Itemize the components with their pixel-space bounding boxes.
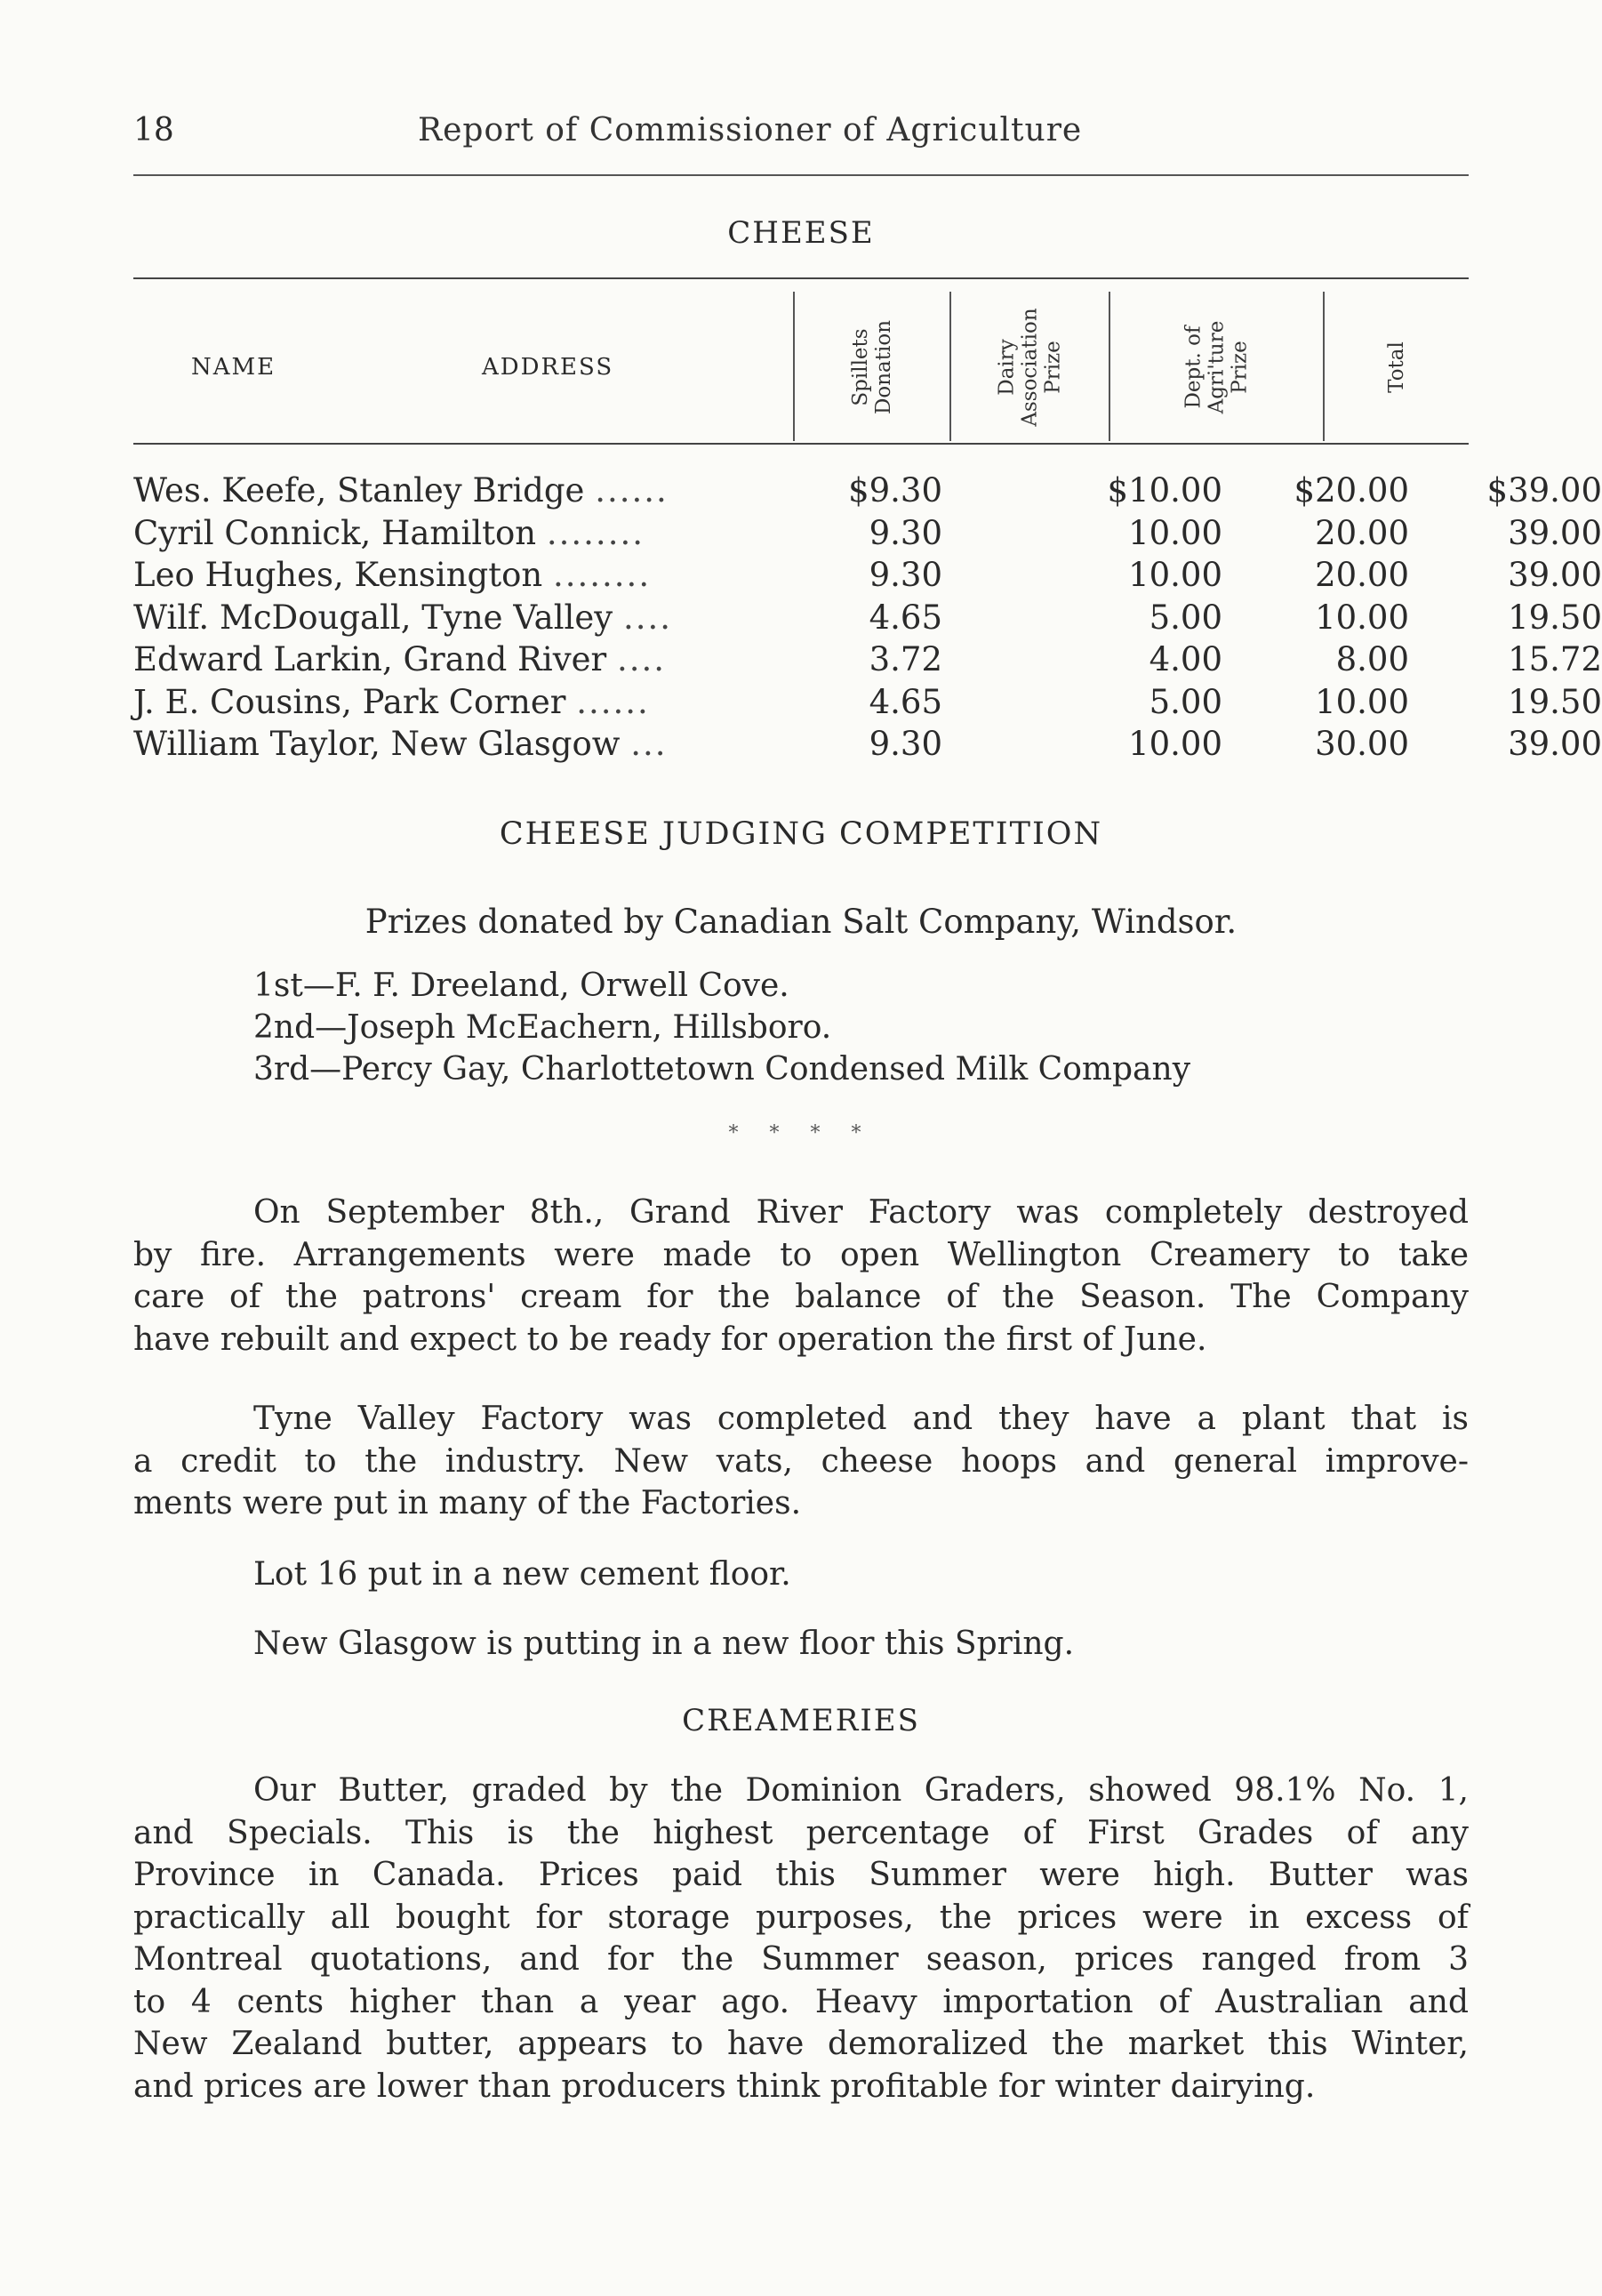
cell-spillets: 9.30 [869,725,942,763]
cell-dairy: 10.00 [1128,513,1222,552]
prizes-donor-line: Prizes donated by Canadian Salt Company, Windsor. [364,903,1238,941]
table-row: William Taylor, New Glasgow ... 9.30 10.00 30.00 39.00 [133,725,1602,763]
placing-second: 2nd—Joseph McEachern, Hillsboro. [253,1009,832,1046]
cell-dept: 20.00 [1315,513,1409,552]
column-header-dept: Dept. of Agri'ture Prize [1181,320,1252,414]
table-row: Wilf. McDougall, Tyne Valley .... 4.65 5.00 10.00 19.50 [133,598,1602,637]
cell-total: 39.00 [1508,725,1602,763]
column-header-total: Total [1385,341,1408,393]
cell-spillets: $9.30 [848,471,942,510]
row-name-address: Leo Hughes, Kensington [133,556,543,594]
cell-spillets: 9.30 [869,513,942,552]
paragraph-new-glasgow: New Glasgow is putting in a new floor this Spring. [253,1626,1075,1662]
cell-total: 19.50 [1508,682,1602,721]
table-row: Cyril Connick, Hamilton ........ 9.30 10.00 20.00 39.00 [133,513,1602,552]
cell-dairy: 5.00 [1149,682,1222,721]
cell-dept: 10.00 [1315,598,1409,637]
row-name-address: Cyril Connick, Hamilton [133,513,537,552]
cell-total: 15.72 [1508,640,1602,678]
paragraph-creameries: Our Butter, graded by the Dominion Graders, showed 98.1% No. 1, and Specials. This is the highest percentage of First Grades of any Province in Canada. Prices paid this Summer were high. Butter was practically all bought for storage purposes, the prices were in excess of Montreal quotations, and for the Summer season, prices ranged from 3 to 4 cents higher than a year ago. Heavy importation of Australian and New Zealand butter, appears to have demoralized the market this Winter, and prices are lower than producers think profitable for winter dairying. [133,1772,1469,2105]
header-rule [133,174,1469,176]
table-header-rule [133,443,1469,445]
table-row: J. E. Cousins, Park Corner ...... 4.65 5.00 10.00 19.50 [133,682,1602,721]
section-title-cheese: CHEESE [727,215,875,251]
cell-dept: 8.00 [1335,640,1409,678]
cell-dept: 30.00 [1315,725,1409,763]
paragraph-fire: On September 8th., Grand River Factory was completely destroyed by fire. Arrangements were made to open Wellington Creamery to take care of the patrons' cream for the balance of the Season. The Company have rebuilt and expect to be ready for operation the first of June. [133,1194,1469,1358]
row-name-address: J. E. Cousins, Park Corner [133,682,566,721]
table-top-rule [133,277,1469,279]
cell-total: $39.00 [1486,471,1602,510]
column-header-address: ADDRESS [482,354,614,381]
column-header-name: NAME [191,354,276,381]
cell-dairy: 10.00 [1128,725,1222,763]
table-row: Leo Hughes, Kensington ........ 9.30 10.00 20.00 39.00 [133,556,1602,594]
table-row: Edward Larkin, Grand River .... 3.72 4.00 8.00 15.72 [133,640,1602,678]
cell-spillets: 3.72 [869,640,942,678]
paragraph-tyne-valley: Tyne Valley Factory was completed and they have a plant that is a credit to the industry. New vats, cheese hoops and general improve- ments were put in many of the Factories. [133,1401,1469,1521]
column-header-dairy: Dairy Association Prize [995,308,1065,427]
cell-dairy: 4.00 [1149,640,1222,678]
row-name-address: Wes. Keefe, Stanley Bridge [133,471,585,510]
running-title: Report of Commissioner of Agriculture [418,112,1083,149]
page-number: 18 [133,112,174,149]
cell-total: 39.00 [1508,513,1602,552]
cell-spillets: 9.30 [869,556,942,594]
cell-dairy: 10.00 [1128,556,1222,594]
section-title-creameries: CREAMERIES [682,1703,920,1738]
placings-list [253,967,1190,1093]
cell-dept: 20.00 [1315,556,1409,594]
row-name-address: Wilf. McDougall, Tyne Valley [133,598,613,637]
placing-third: 3rd—Percy Gay, Charlottetown Condensed Milk Company [253,1051,1191,1088]
cell-dairy: 5.00 [1149,598,1222,637]
cell-dept: $20.00 [1294,471,1409,510]
asterisk-separator: * * * * [728,1122,874,1144]
cheese-table-body [133,471,1602,767]
placing-first: 1st—F. F. Dreeland, Orwell Cove. [253,967,789,1004]
section-title-judging: CHEESE JUDGING COMPETITION [499,816,1103,852]
cell-dairy: $10.00 [1107,471,1222,510]
cell-spillets: 4.65 [869,682,942,721]
running-header [133,112,1467,157]
paragraph-lot-16: Lot 16 put in a new cement floor. [253,1556,791,1593]
cell-total: 19.50 [1508,598,1602,637]
cell-total: 39.00 [1508,556,1602,594]
cell-dept: 10.00 [1315,682,1409,721]
table-row: Wes. Keefe, Stanley Bridge ...... $9.30 $10.00 $20.00 $39.00 [133,471,1602,510]
row-name-address: Edward Larkin, Grand River [133,640,607,678]
column-header-spillets: Spillets Donation [848,319,895,415]
row-name-address: William Taylor, New Glasgow [133,725,621,763]
cell-spillets: 4.65 [869,598,942,637]
